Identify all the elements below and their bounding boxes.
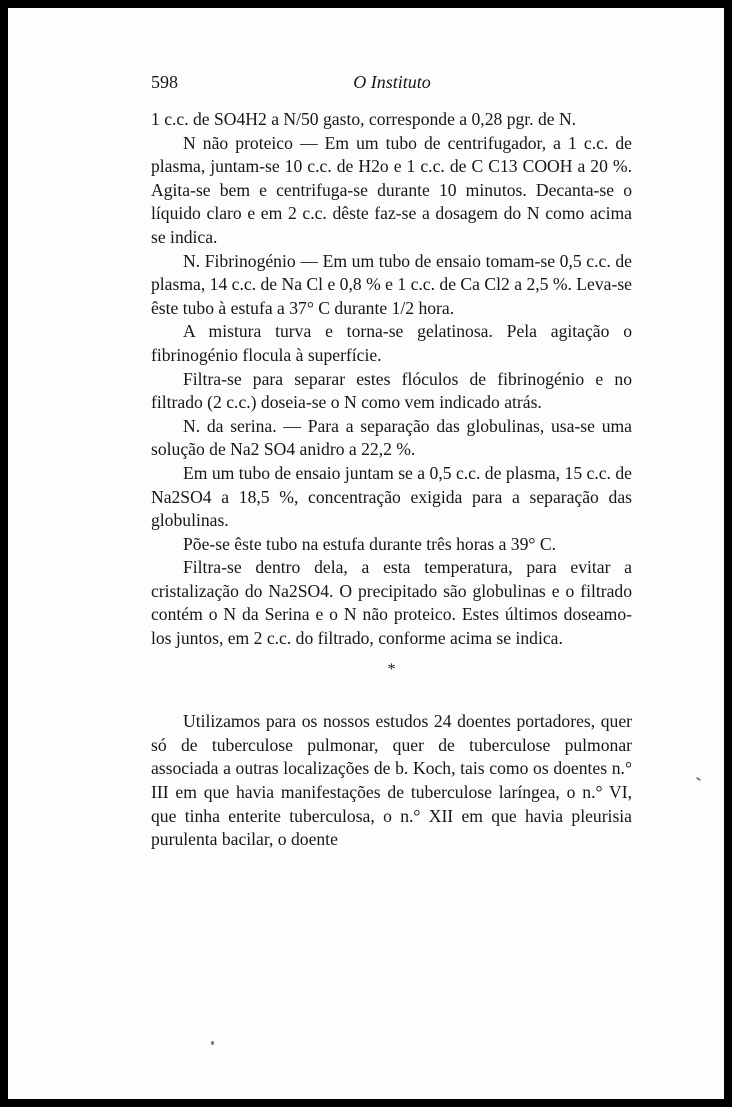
section-separator: *	[387, 660, 396, 678]
paragraph: N. da serina. — Para a separação das globulinas, usa-se uma solução de Na2 SO4 anidro a 22,2 %.	[151, 415, 632, 460]
paragraph: Filtra-se dentro dela, a esta temperatura, para evitar a cristalização do Na2SO4. O precipitado são globulinas e o filtrado contém o N da Serina e o N não proteico. Estes últimos doseamo-los juntos, em 2 c.c. do filtrado, conforme acima se indica.	[151, 557, 632, 649]
paragraph: 1 c.c. de SO4H2 a N/50 gasto, corresponde a 0,28 pgr. de N.	[151, 109, 577, 129]
running-title: O Instituto	[353, 72, 431, 92]
paragraph: N. Fibrinogénio — Em um tubo de ensaio tomam-se 0,5 c.c. de plasma, 14 c.c. de Na Cl e 0,8 % e 1 c.c. de Ca Cl2 a 2,5 %. Leva-se êste tubo à estufa a 37° C durante 1/2 hora.	[151, 250, 632, 318]
page-number: 598	[151, 72, 178, 92]
paragraph: N não proteico — Em um tubo de centrifugador, a 1 c.c. de plasma, juntam-se 10 c.c. de H2o e 1 c.c. de C C13 COOH a 20 %. Agita-se bem e centrifuga-se durante 10 minutos. Decanta-se o líquido claro e em 2 c.c. dêste faz-se a dosagem do N como acima se indica.	[151, 132, 632, 247]
paper-speck	[696, 777, 701, 782]
paragraph: Em um tubo de ensaio juntam se a 0,5 c.c. de plasma, 15 c.c. de Na2SO4 a 18,5 %, concentração exigida para a separação das globulinas.	[151, 462, 632, 531]
body-text	[151, 108, 632, 852]
paragraph: Põe-se êste tubo na estufa durante três horas a 39° C.	[183, 533, 556, 554]
page-header	[151, 72, 633, 96]
paragraph: A mistura turva e torna-se gelatinosa. Pela agitação o fibrinogénio flocula à superfície.	[151, 321, 632, 365]
paragraph: Filtra-se para separar estes flóculos de fibrinogénio e no filtrado (2 c.c.) doseia-se o N como vem indicado atrás.	[151, 368, 632, 413]
book-page	[8, 8, 724, 1099]
paragraph: Utilizamos para os nossos estudos 24 doentes portadores, quer só de tuberculose pulmonar, quer de tuberculose pulmonar associada a outras localizações de b. Koch, tais como os doentes n.° III em que havia manifestações de tuberculose laríngea, o n.° VI, que tinha enterite tuberculosa, o n.° XII em que havia pleurisia purulenta bacilar, o doente	[151, 711, 632, 850]
paper-speck	[211, 1041, 214, 1045]
